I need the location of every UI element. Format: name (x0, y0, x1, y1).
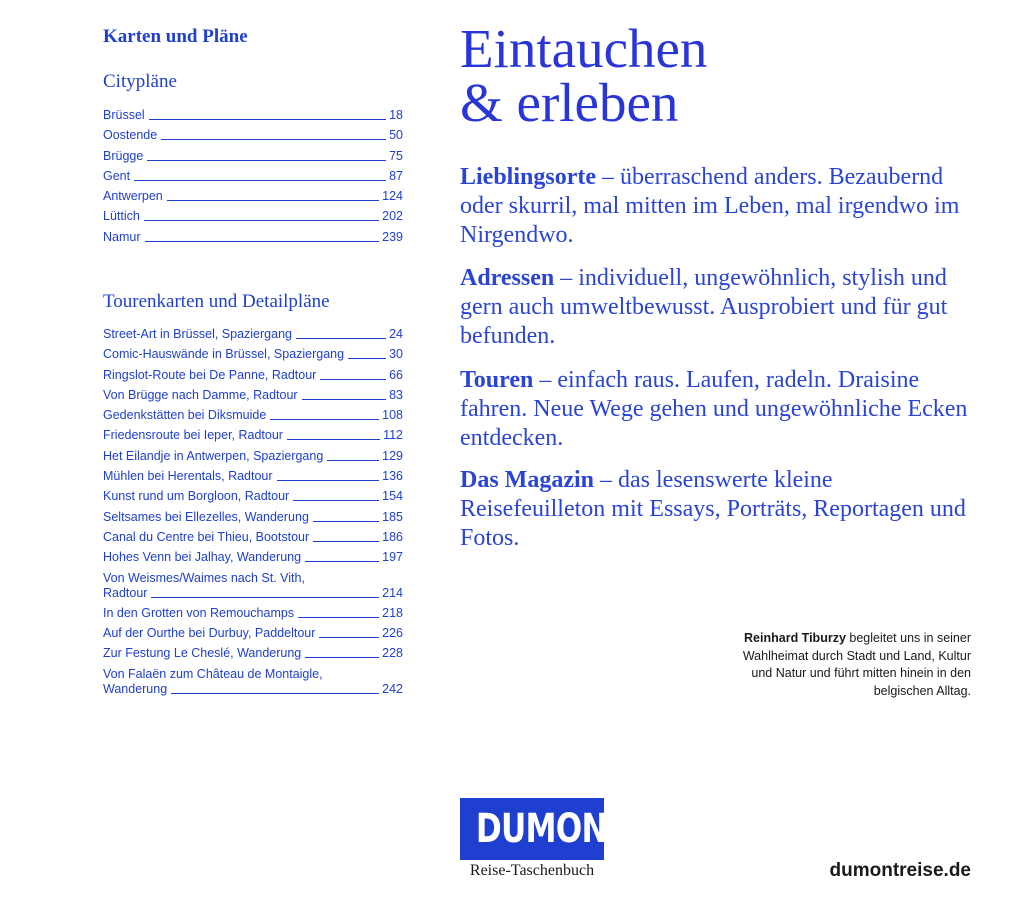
toc-entry-page: 87 (389, 168, 403, 183)
feature-lead: Touren (460, 367, 534, 393)
toc-entry-page: 124 (382, 189, 403, 204)
toc-entry (103, 469, 403, 484)
toc-entry (103, 209, 403, 224)
leader-line (167, 199, 379, 201)
feature-touren (460, 366, 980, 453)
toc-entry-page: 129 (382, 448, 403, 463)
logo-subtitle: Reise-Taschenbuch (469, 862, 595, 879)
toc-entry-page: 30 (389, 347, 403, 362)
headline-line-1: Eintauchen (460, 18, 708, 79)
leader-line (149, 118, 386, 120)
toc-entry-label: Zur Festung Le Cheslé, Wanderung (103, 646, 302, 661)
toc-entry (103, 189, 403, 204)
toc-entry (103, 408, 403, 423)
toc-entry-label: Oostende (103, 128, 158, 143)
leader-line (171, 692, 379, 694)
toc-entry-label: Het Eilandje in Antwerpen, Spaziergang (103, 448, 324, 463)
toc-entry (103, 128, 403, 143)
toc-entry (103, 646, 403, 661)
toc-entry-page: 50 (389, 128, 403, 143)
feature-lead: Lieblingsorte (460, 164, 596, 190)
logo-wordmark: DUMONT (475, 806, 628, 852)
toc-entry (103, 550, 403, 565)
leader-line (144, 219, 379, 221)
toc-entry-page: 24 (389, 327, 403, 341)
leader-line (145, 240, 380, 242)
leader-line (287, 438, 380, 440)
toc-entry-label: Kunst rund um Borgloon, Radtour (103, 489, 290, 504)
toc-entry-page: 75 (389, 148, 403, 163)
toc-entry (103, 230, 403, 245)
feature-adressen (460, 264, 980, 351)
toc-entry (103, 510, 403, 525)
toc-entry (103, 530, 403, 545)
toc-entry-label: Hohes Venn bei Jalhay, Wanderung (103, 550, 302, 565)
author-text: begleitet uns in seiner Wahlheimat durch Stadt und Land, Kultur und Natur und führt mitten hinein in den belgischen Alltag. (742, 631, 971, 698)
author-name: Reinhard Tiburzy (744, 631, 846, 645)
leader-line (293, 499, 379, 501)
toc-entry-page: 112 (383, 428, 403, 443)
toc-entry-page: 228 (382, 646, 403, 661)
website-url: dumontreise.de (829, 860, 971, 881)
leader-line (313, 540, 379, 542)
tours-heading: Tourenkarten und Detailpläne (103, 291, 330, 312)
toc-entry-page: 242 (382, 681, 403, 696)
leader-line (161, 138, 386, 140)
feature-text: – individuell, ungewöhnlich, stylish und gern auch umweltbewusst. Ausprobiert und für gut befunden. (460, 265, 948, 349)
toc-entry (103, 327, 403, 342)
toc-entry-page: 66 (389, 367, 403, 382)
feature-magazin (460, 466, 980, 553)
feature-lead: Das Magazin (460, 467, 594, 493)
toc-entry (103, 149, 403, 164)
toc-entry-label: Namur (103, 229, 141, 244)
toc-entry-label: Radtour (103, 585, 148, 600)
toc-entry (103, 428, 403, 443)
dumont-logo (460, 798, 628, 860)
toc-entry-label: Wanderung (103, 681, 168, 696)
toc-entry (103, 449, 403, 464)
toc-entry-label: Ringslot-Route bei De Panne, Radtour (103, 367, 317, 382)
toc-entry-page: 239 (382, 229, 403, 244)
toc-entry-page: 136 (382, 469, 403, 484)
toc-entry-page: 202 (382, 209, 403, 224)
leader-line (151, 596, 379, 598)
toc-entry-page: 83 (389, 387, 403, 402)
feature-lieblingsorte (460, 163, 980, 250)
toc-entry-label: Von Brügge nach Damme, Radtour (103, 387, 298, 402)
toc-entry-label: Friedensroute bei Ieper, Radtour (103, 428, 283, 443)
leader-line (147, 159, 386, 161)
tours-list (103, 327, 403, 702)
toc-entry-label: Antwerpen (103, 189, 163, 204)
citymaps-list (103, 108, 403, 250)
toc-entry (103, 347, 403, 362)
toc-entry-label-line1: Von Falaën zum Château de Montaigle, (103, 666, 323, 681)
leader-line (320, 378, 386, 380)
leader-line (305, 560, 379, 562)
toc-entry-page: 154 (382, 489, 403, 504)
toc-entry-page: 226 (382, 626, 403, 641)
toc-entry (103, 667, 403, 697)
toc-entry (103, 626, 403, 641)
toc-entry-label-line1: Von Weismes/Waimes nach St. Vith, (103, 570, 305, 585)
toc-entry-label: Comic-Hauswände in Brüssel, Spaziergang (103, 347, 345, 362)
leader-line (327, 459, 379, 461)
feature-lead: Adressen (460, 265, 555, 291)
leader-line (319, 636, 379, 638)
toc-entry-label: Lüttich (103, 209, 140, 224)
leader-line (348, 357, 386, 359)
leader-line (305, 656, 379, 658)
leader-line (313, 520, 379, 522)
toc-entry (103, 606, 403, 621)
leader-line (270, 418, 379, 420)
toc-entry-page: 218 (382, 605, 403, 620)
toc-entry-label: Auf der Ourthe bei Durbuy, Paddeltour (103, 626, 316, 641)
toc-entry (103, 571, 403, 601)
author-bio (731, 630, 971, 700)
toc-entry (103, 169, 403, 184)
leader-line (277, 479, 380, 481)
toc-entry-label: Street-Art in Brüssel, Spaziergang (103, 327, 292, 341)
leader-line (298, 616, 379, 618)
toc-entry (103, 388, 403, 403)
toc-entry-label: Gent (103, 168, 131, 183)
toc-entry (103, 489, 403, 504)
toc-entry (103, 108, 403, 123)
toc-entry-label: Gedenkstätten bei Diksmuide (103, 408, 267, 423)
toc-entry-page: 186 (382, 529, 403, 544)
leader-line (302, 398, 387, 400)
leader-line (296, 337, 386, 339)
toc-entry-label: Mühlen bei Herentals, Radtour (103, 469, 273, 484)
toc-entry (103, 368, 403, 383)
leader-line (134, 179, 386, 181)
toc-entry-label: Seltsames bei Ellezelles, Wanderung (103, 509, 309, 524)
toc-entry-page: 108 (382, 408, 403, 423)
toc-entry-page: 197 (382, 550, 403, 565)
headline (460, 18, 708, 133)
citymaps-heading: Citypläne (103, 71, 177, 92)
toc-entry-label: In den Grotten von Remouchamps (103, 605, 295, 620)
feature-text: – das lesenswerte kleine Reisefeuilleton mit Essays, Porträts, Reportagen und Fotos. (460, 467, 966, 551)
toc-entry-label: Brügge (103, 148, 144, 163)
index-title: Karten und Pläne (103, 26, 248, 47)
toc-entry-page: 18 (389, 108, 403, 122)
headline-line-2: & erleben (460, 72, 679, 133)
feature-text: – überraschend anders. Bezaubernd oder skurril, mal mitten im Leben, mal irgendwo im Nirgendwo. (460, 164, 960, 248)
feature-text: – einfach raus. Laufen, radeln. Draisine fahren. Neue Wege gehen und ungewöhnliche Ecken entdecken. (460, 367, 968, 451)
toc-entry-page: 214 (382, 585, 403, 600)
toc-entry-page: 185 (382, 509, 403, 524)
toc-entry-label: Brüssel (103, 108, 145, 122)
toc-entry-label: Canal du Centre bei Thieu, Bootstour (103, 529, 310, 544)
